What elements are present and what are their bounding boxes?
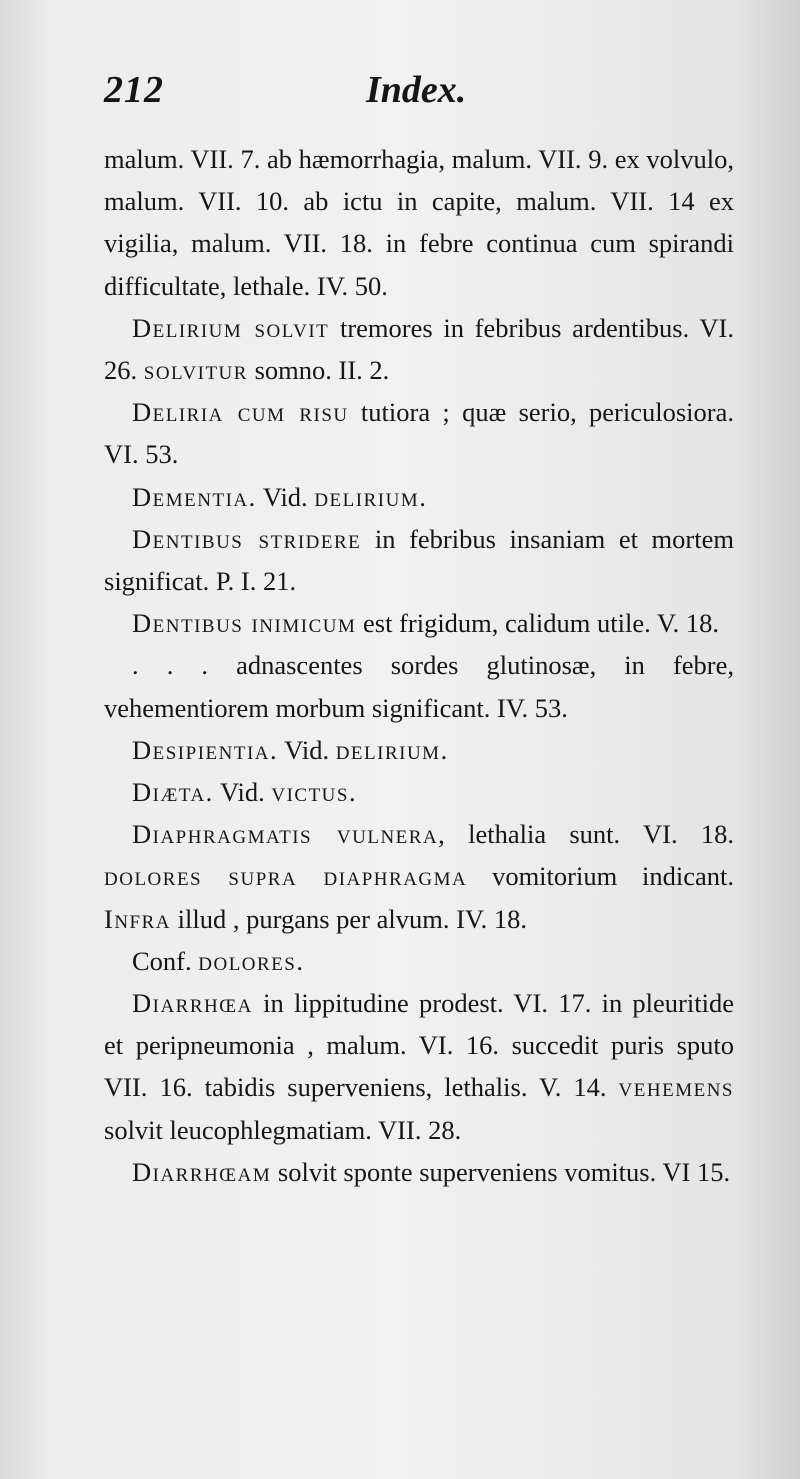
entry-term: vehemens (618, 1072, 734, 1103)
index-entry: Conf. dolores. (132, 945, 305, 976)
index-body (104, 138, 734, 1193)
index-entry: Diarrhœa in lippitudine prodest. VI. 17. in pleuritide et peripneumonia , malum. VI. 16. succedit puris sputo VII. 16. tabidis superveniens, lethalis. V. 14. vehemens solvit leucophlegmatiam. VII. 28. (104, 988, 734, 1145)
cross-reference: delirium. (335, 734, 449, 765)
index-entry: Diæta. Vid. victus. (132, 777, 358, 808)
cross-reference: dolores. (198, 945, 305, 976)
entry-term: Infra (104, 903, 172, 934)
index-entry: Dentibus inimicum est frigidum, calidum utile. V. 18. (132, 608, 720, 639)
index-entry: Deliria cum risu tutiora ; quæ serio, periculosiora. VI. 53. (104, 397, 734, 470)
index-entry: . . . adnascentes sordes glutinosæ, in febre, vehementiorem morbum significant. IV. 53. (104, 650, 734, 723)
index-entry: Diaphragmatis vulnera, lethalia sunt. VI. 18. dolores supra diaphragma vomitorium indicant. Infra illud , purgans per alvum. IV. 18. (104, 819, 734, 934)
index-entry: Dentibus stridere in febribus insaniam et mortem significat. P. I. 21. (104, 523, 734, 597)
entry-term: dolores supra diaphragma (104, 861, 468, 892)
entry-term: Deliria cum risu (132, 397, 349, 428)
entry-term: Dementia. (132, 481, 257, 512)
entry-term: Diaphragmatis vulnera (132, 819, 439, 850)
entry-term: Diarrhœam (132, 1156, 272, 1187)
index-entry: malum. VII. 7. ab hæmorrhagia, malum. VII. 9. ex volvulo, malum. VII. 10. ab ictu in capite, malum. VII. 14 ex vigilia, malum. VII. 18. in febre continua cum spirandi difficultate, lethale. IV. 50. (104, 144, 734, 301)
running-title: Index. (366, 69, 467, 111)
index-entry: Dementia. Vid. delirium. (132, 481, 428, 512)
entry-term: Desipientia. (132, 734, 279, 765)
entry-term: Dentibus inimicum (132, 608, 357, 639)
cross-reference: delirium. (314, 481, 428, 512)
index-entry: Desipientia. Vid. delirium. (132, 734, 449, 765)
entry-term: Diarrhœa (132, 988, 253, 1019)
entry-term: Delirium solvit (132, 312, 330, 343)
page-header (104, 68, 734, 118)
index-entry: Delirium solvit tremores in febribus ardentibus. VI. 26. solvitur somno. II. 2. (104, 312, 734, 386)
entry-term: Dentibus stridere (132, 523, 362, 554)
page-number: 212 (104, 69, 164, 111)
entry-term: solvitur (143, 355, 248, 386)
cross-reference: victus. (271, 777, 358, 808)
index-entry: Diarrhœam solvit sponte superveniens vomitus. VI 15. (132, 1156, 731, 1187)
entry-term: Diæta. (132, 777, 214, 808)
